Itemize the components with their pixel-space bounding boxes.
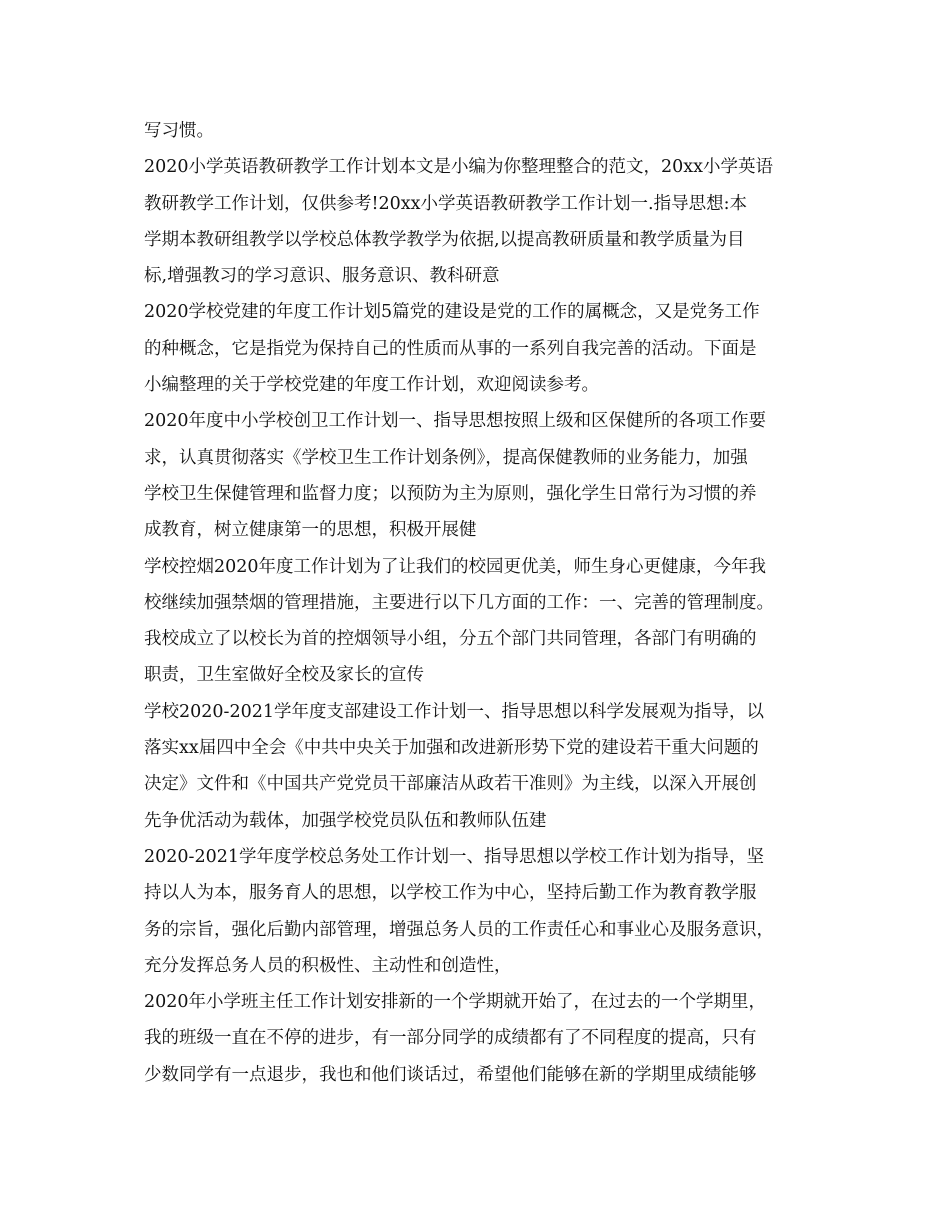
text-line: 我的班级一直在不停的进步，有一部分同学的成绩都有了不同程度的提高，只有: [144, 1028, 757, 1049]
text-line: 2020-2021学年度学校总务处工作计划一、指导思想以学校工作计划为指导，坚: [144, 846, 764, 867]
text-line: 写习惯。: [144, 121, 214, 141]
text-line: 学校卫生保健管理和监督力度；以预防为主为原则，强化学生日常行为习惯的养: [144, 483, 757, 504]
text-line: 学校2020-2021学年度支部建设工作计划一、指导思想以科学发展观为指导，以: [144, 701, 764, 722]
paragraph: [144, 294, 806, 403]
text-line: 务的宗旨，强化后勤内部管理，增强总务人员的工作责任心和事业心及服务意识，: [144, 919, 774, 940]
text-line: 充分发挥总务人员的积极性、主动性和创造性，: [144, 955, 512, 976]
document-body: [144, 113, 806, 1093]
text-line: 学期本教研组教学以学校总体教学教学为依据,以提高教研质量和教学质量为目: [144, 229, 745, 250]
text-line: 教研教学工作计划，仅供参考!20xx小学英语教研教学工作计划一.指导思想:本: [144, 193, 747, 214]
text-line: 先争优活动为载体，加强学校党员队伍和教师队伍建: [144, 810, 547, 831]
text-line: 小编整理的关于学校党建的年度工作计划，欢迎阅读参考。: [144, 375, 599, 396]
paragraph: [144, 694, 806, 839]
text-line: 2020年度中小学校创卫工作计划一、指导思想按照上级和区保健所的各项工作要: [144, 411, 767, 432]
text-line: 2020小学英语教研教学工作计划本文是小编为你整理整合的范文，20xx小学英语: [144, 157, 774, 178]
text-line: 决定》文件和《中国共产党党员干部廉洁从政若干准则》为主线，以深入开展创: [144, 774, 757, 795]
text-line: 持以人为本，服务育人的思想，以学校工作为中心，坚持后勤工作为教育教学服: [144, 883, 757, 904]
paragraph: [144, 839, 806, 984]
text-line: 职责，卫生室做好全校及家长的宣传: [144, 665, 424, 686]
paragraph: [144, 549, 806, 694]
paragraph: [144, 403, 806, 548]
text-line: 2020学校党建的年度工作计划5篇党的建设是党的工作的属概念，又是党务工作: [144, 302, 760, 323]
text-line: 2020年小学班主任工作计划安排新的一个学期就开始了，在过去的一个学期里，: [144, 992, 767, 1013]
text-line: 落实xx届四中全会《中共中央关于加强和改进新形势下党的建设若干重大问题的: [144, 738, 759, 759]
text-line: 标,增强教习的学习意识、服务意识、教科研意: [144, 266, 500, 287]
text-line: 成教育，树立健康第一的思想，积极开展健: [144, 520, 477, 541]
text-line: 求，认真贯彻落实《学校卫生工作计划条例》，提高保健教师的业务能力，加强: [144, 447, 748, 468]
paragraph: [144, 113, 806, 149]
text-line: 的种概念，它是指党为保持自己的性质而从事的一系列自我完善的活动。下面是: [144, 338, 757, 359]
text-line: 我校成立了以校长为首的控烟领导小组，分五个部门共同管理，各部门有明确的: [144, 629, 757, 650]
text-line: 校继续加强禁烟的管理措施，主要进行以下几方面的工作：一、完善的管理制度。: [144, 592, 774, 613]
paragraph: [144, 149, 806, 294]
text-line: 学校控烟2020年度工作计划为了让我们的校园更优美，师生身心更健康，今年我: [144, 556, 767, 577]
paragraph: [144, 984, 806, 1093]
text-line: 少数同学有一点退步，我也和他们谈话过，希望他们能够在新的学期里成绩能够: [144, 1064, 757, 1085]
